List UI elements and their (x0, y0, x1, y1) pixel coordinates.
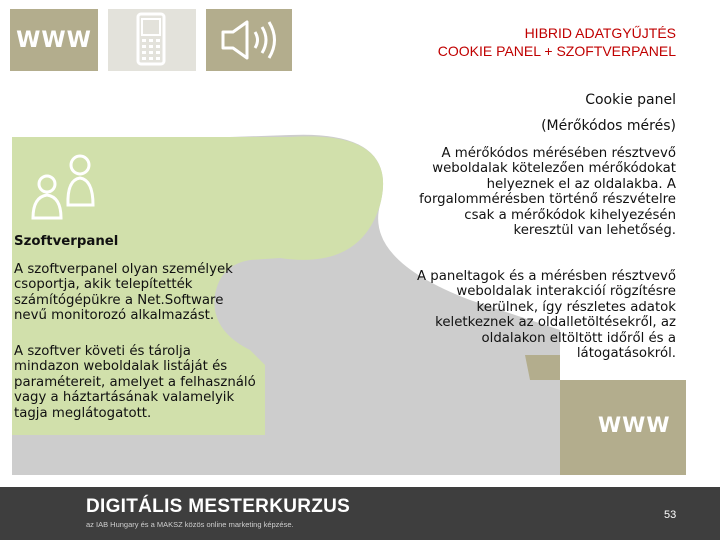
cookie-panel-paragraph-1 (419, 146, 676, 238)
text-line: weboldalak interakcióí rögzítésre (456, 284, 676, 300)
text-line: weboldalak kötelezően mérőkódokat (432, 161, 676, 177)
text-line: helyeznek el az oldalakba. A (486, 176, 676, 192)
text-line: forgalommérésben történő részvételre (419, 192, 676, 208)
cookie-panel-subheading: (Mérőkódos mérés) (541, 118, 676, 134)
text-line: nevű monitorozó alkalmazást. (14, 308, 215, 324)
text-line: A mérőkódos mérésében résztvevő (441, 146, 676, 161)
title-line-2: COOKIE PANEL + SZOFTVERPANEL (437, 43, 676, 59)
text-line: vagy a háztartásának valamelyik (14, 390, 235, 406)
text-line: csak a mérőkódok kihelyezésén (464, 207, 676, 223)
text-line: paramétereit, amelyet a felhasználó (14, 374, 256, 390)
text-line: A szoftverpanel olyan személyek (14, 262, 233, 277)
text-line: csoportja, akik telepítették (14, 277, 193, 293)
cookie-panel-heading: Cookie panel (585, 92, 676, 108)
text-line: A szoftver követi és tárolja (14, 344, 191, 359)
software-panel-heading: Szoftverpanel (14, 234, 119, 249)
people-icon (25, 150, 105, 222)
www-icon-bottom: WWW (598, 413, 671, 437)
footer-title: DIGITÁLIS MESTERKURZUS (86, 496, 351, 517)
software-panel-paragraph-1 (14, 262, 233, 324)
text-line: látogatásokról. (576, 346, 676, 362)
text-line: tagja meglátogatott. (14, 405, 152, 421)
text-line: oldalakon eltöltött időről és a (481, 330, 676, 346)
text-line: keletkeznek az oldalletöltésekről, az (435, 315, 676, 331)
text-line: kerülnek, így részletes adatok (476, 299, 676, 315)
title-line-1: HIBRID ADATGYŰJTÉS (524, 25, 676, 41)
text-line: keresztül van lehetőség. (513, 223, 676, 239)
footer-subtitle: az IAB Hungary és a MAKSZ közös online marketing képzése. (86, 520, 294, 529)
text-line: számítógépükre a Net.Software (14, 292, 224, 308)
software-panel-paragraph-2 (14, 344, 256, 421)
www-icon-label: WWW (16, 27, 92, 53)
page-number: 53 (664, 509, 677, 521)
cookie-panel-paragraph-2 (417, 269, 676, 361)
text-line: A paneltagok és a mérésben résztvevő (416, 269, 676, 284)
text-line: mindazon weboldalak listáját és (14, 359, 228, 375)
